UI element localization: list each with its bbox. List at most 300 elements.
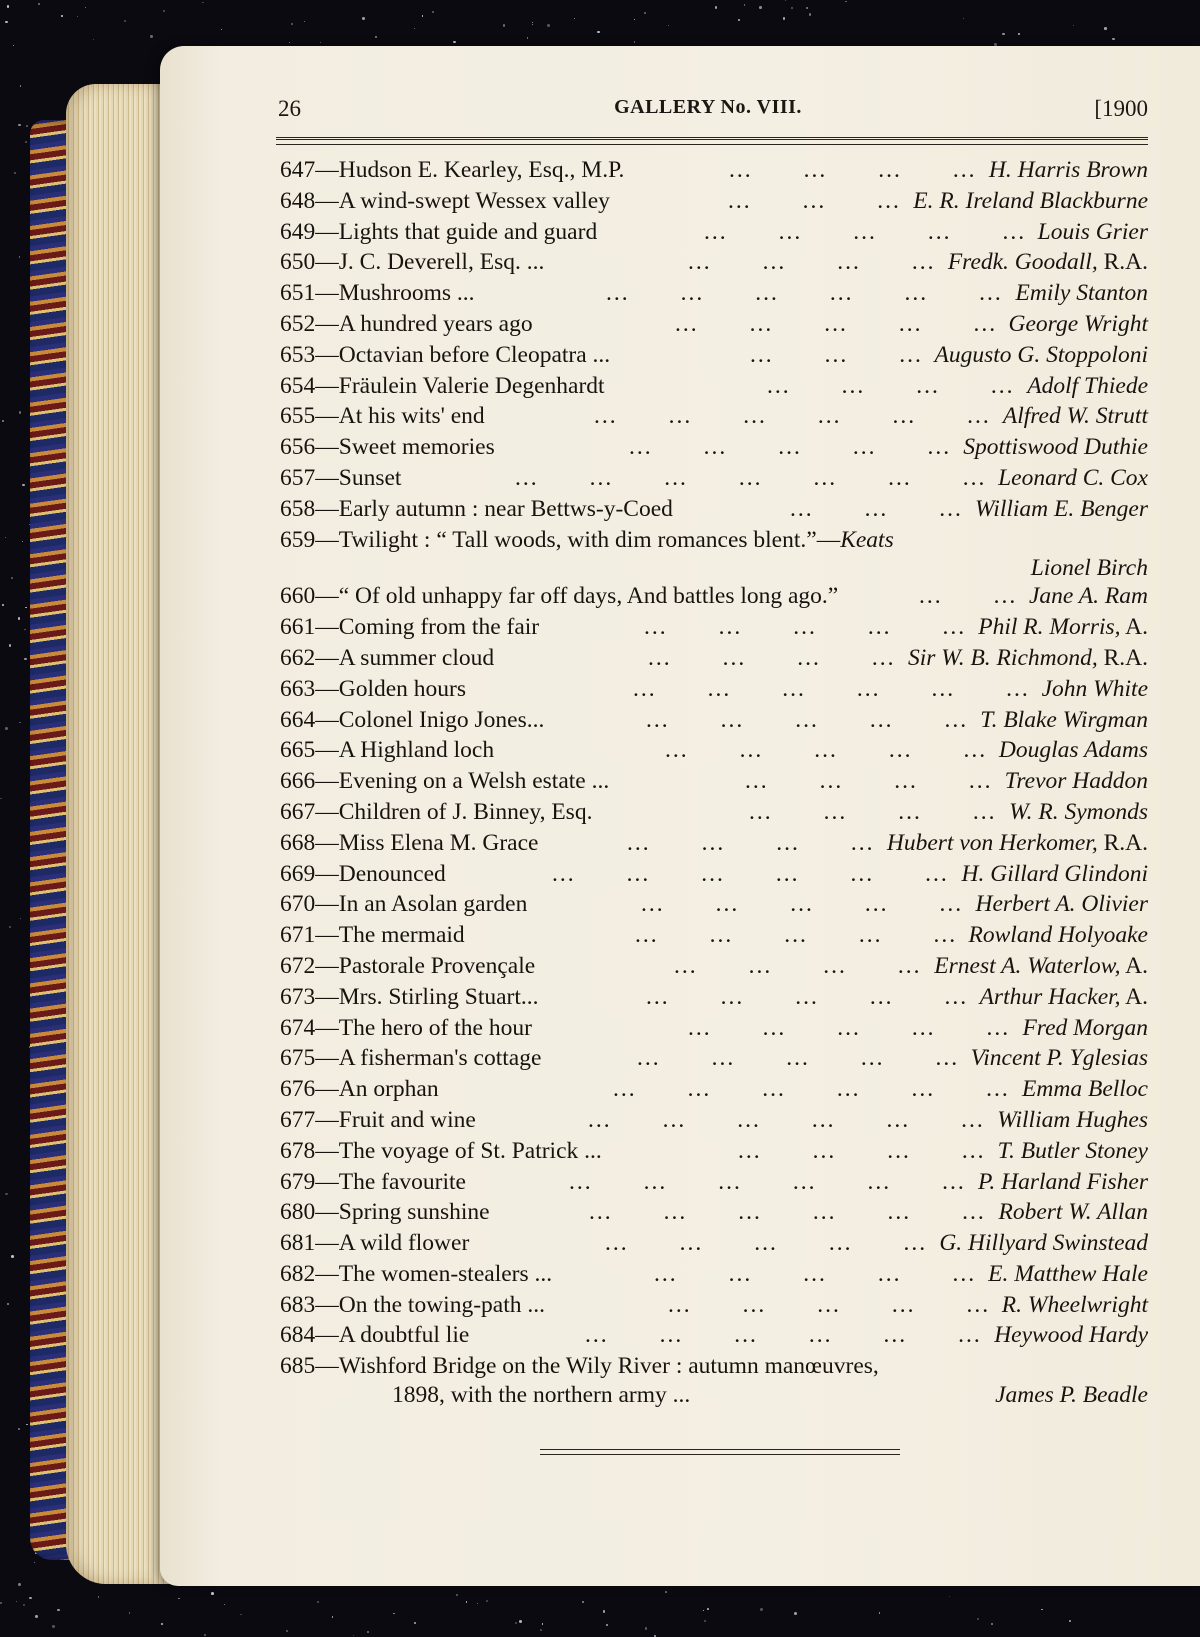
list-item: 659—Twilight : “ Tall woods, with dim romances blent.”—Keats	[280, 526, 894, 553]
leader-dots: ... ... ... ...	[648, 644, 896, 671]
star-dot	[715, 6, 717, 8]
leader-dots: ... ... ... ...	[729, 157, 977, 183]
leader-dots: ... ... ... ... ...	[646, 706, 969, 733]
entry-artist: T. Butler Stoney	[997, 1137, 1148, 1164]
entry-title: Early autumn : near Bettws-y-Coed	[338, 495, 673, 522]
star-dot	[760, 1608, 763, 1611]
star-dot	[77, 16, 78, 17]
entry-artist: Trevor Haddon	[1004, 768, 1148, 795]
entry-number: 685	[280, 1353, 316, 1380]
star-dot	[18, 1428, 20, 1430]
leader-dots: ... ... ... ...	[674, 952, 922, 979]
entry-number: 656	[280, 434, 316, 461]
entry-title: The women-stealers ...	[338, 1260, 553, 1287]
star-dot	[738, 19, 740, 21]
entry-title: Fräulein Valerie Degenhardt	[338, 372, 605, 399]
entry-title: At his wits' end	[338, 403, 485, 430]
star-dot	[949, 1596, 950, 1597]
leader-dots: ... ... ... ...	[688, 249, 936, 276]
star-dot	[456, 1594, 458, 1596]
entry-number: 652	[280, 310, 316, 337]
entry-number: 669	[280, 860, 316, 887]
list-item-continuation	[280, 1382, 1148, 1408]
entry-title: Golden hours	[338, 675, 467, 702]
leader-dots: ... ... ... ... ... ...	[552, 860, 949, 887]
star-dot	[963, 18, 964, 19]
entry-artist: H. Harris Brown	[988, 157, 1148, 183]
entry-title: A fisherman's cottage	[338, 1045, 542, 1072]
star-dot	[5, 1193, 8, 1196]
leader-dots: ... ... ...	[728, 187, 901, 214]
entry-artist-suffix: A.	[1120, 983, 1148, 1010]
entry-artist-suffix: A.	[1120, 952, 1148, 979]
entry-artist: James P. Beadle	[995, 1382, 1148, 1409]
entry-title: Mrs. Stirling Stuart...	[338, 983, 539, 1010]
star-dot	[204, 1634, 206, 1636]
star-dot	[163, 10, 165, 12]
star-dot	[24, 629, 25, 630]
quote-author: Keats	[840, 526, 894, 553]
entry-number: 659	[280, 526, 316, 553]
entry-title: “ Of old unhappy far off days, And battles long ago.”	[338, 583, 839, 610]
entry-title: Pastorale Provençale	[338, 952, 536, 979]
header-rule	[276, 137, 1148, 142]
list-item: 651—Mushrooms ... ... ... ... ... ... ... Emily Stanton	[280, 278, 1148, 309]
entry-title: The hero of the hour	[338, 1014, 532, 1041]
star-dot	[414, 28, 415, 29]
star-dot	[38, 3, 40, 5]
entry-artist-suffix: R.A.	[1097, 249, 1148, 276]
leader-dots: ... ... ... ... ... ...	[569, 1168, 966, 1195]
star-dot	[422, 15, 423, 16]
star-dot	[22, 541, 23, 542]
star-dot	[707, 1608, 709, 1610]
star-dot	[14, 172, 16, 174]
entry-number: 684	[280, 1322, 316, 1349]
leader-dots: ... ... ... ... ...	[646, 983, 969, 1010]
entry-artist: W. R. Symonds	[1009, 798, 1148, 825]
star-dot	[5, 21, 7, 23]
leader-dots: ... ... ...	[750, 341, 923, 368]
list-item: 680—Spring sunshine ... ... ... ... ... ... Robert W. Allan	[280, 1197, 1148, 1228]
entry-number: 661	[280, 614, 316, 641]
entry-number: 675	[280, 1045, 316, 1072]
entry-title: Mushrooms ...	[338, 280, 475, 307]
entry-artist: William E. Benger	[975, 495, 1148, 522]
entry-artist: Fredk. Goodall,	[947, 249, 1098, 276]
leader-dots: ... ... ... ... ...	[635, 922, 958, 949]
entry-number: 672	[280, 952, 316, 979]
entry-number: 679	[280, 1168, 316, 1195]
entry-title: The mermaid	[338, 922, 465, 949]
star-dot	[644, 12, 646, 14]
star-dot	[503, 24, 505, 26]
star-dot	[634, 19, 635, 20]
list-item: 674—The hero of the hour ... ... ... ... ... Fred Morgan	[280, 1013, 1148, 1044]
star-dot	[574, 18, 575, 19]
entry-artist: Augusto G. Stoppoloni	[934, 341, 1148, 368]
star-dot	[19, 722, 21, 724]
star-dot	[393, 1613, 394, 1614]
list-item: 648—A wind-swept Wessex valley ... ... ... E. R. Ireland Blackburne	[280, 186, 1148, 217]
leader-dots: ... ... ... ... ...	[641, 891, 964, 918]
star-dot	[1041, 1609, 1043, 1611]
entry-artist: T. Blake Wirgman	[980, 706, 1148, 733]
leader-dots: ... ... ... ... ...	[688, 1014, 1011, 1041]
entry-number: 662	[280, 644, 316, 671]
entry-artist: Leonard C. Cox	[998, 464, 1148, 491]
list-item: 660—“ Of old unhappy far off days, And battles long ago.” ... ... Jane A. Ram	[280, 581, 1148, 612]
star-dot	[317, 1601, 319, 1603]
footer-rule-thin	[540, 1454, 900, 1455]
star-dot	[304, 21, 305, 22]
list-item: 669—Denounced ... ... ... ... ... ... H. Gillard Glindoni	[280, 859, 1148, 890]
header-rule-thin	[276, 144, 1148, 145]
entry-number: 655	[280, 403, 316, 430]
star-dot	[202, 2, 203, 3]
footer-rule	[540, 1449, 900, 1450]
star-dot	[19, 411, 22, 414]
entry-number: 657	[280, 464, 316, 491]
entry-title: A summer cloud	[338, 644, 495, 671]
entry-artist: Emma Belloc	[1022, 1076, 1148, 1103]
star-dot	[221, 29, 222, 30]
star-dot	[597, 31, 600, 34]
star-dot	[25, 141, 27, 143]
entry-title: A wind-swept Wessex valley	[338, 187, 610, 214]
entry-artist-suffix: R.A.	[1097, 829, 1148, 856]
star-dot	[85, 7, 86, 8]
entry-number: 667	[280, 798, 316, 825]
star-dot	[35, 1615, 37, 1617]
leader-dots: ... ... ... ... ... ...	[588, 1106, 985, 1133]
entry-title: A doubtful lie	[338, 1322, 470, 1349]
entry-title: A Highland loch	[338, 737, 495, 764]
star-dot	[2, 604, 4, 606]
star-dot	[654, 1635, 656, 1637]
entry-number: 654	[280, 372, 316, 399]
star-dot	[24, 658, 27, 661]
entry-artist: Robert W. Allan	[998, 1199, 1148, 1226]
star-dot	[129, 1612, 131, 1614]
star-dot	[991, 1623, 993, 1625]
list-item: 679—The favourite ... ... ... ... ... ... P. Harland Fisher	[280, 1167, 1148, 1198]
entry-number: 681	[280, 1230, 316, 1257]
star-dot	[806, 7, 808, 9]
star-dot	[20, 918, 21, 919]
leader-dots: ... ... ... ... ...	[629, 434, 952, 461]
entry-title: Sweet memories	[338, 434, 495, 461]
list-item: 675—A fisherman's cottage ... ... ... ... ... Vincent P. Yglesias	[280, 1043, 1148, 1074]
star-dot	[527, 37, 529, 39]
entry-artist: Vincent P. Yglesias	[970, 1045, 1148, 1072]
star-dot	[668, 25, 669, 26]
star-dot	[603, 1610, 606, 1613]
star-dot	[320, 42, 321, 43]
list-item: 663—Golden hours ... ... ... ... ... ... John White	[280, 674, 1148, 705]
entry-artist-suffix: R.A.	[1097, 644, 1148, 671]
entry-artist: John White	[1041, 675, 1148, 702]
entry-artist: Spottiswood Duthie	[963, 434, 1148, 461]
list-item: 677—Fruit and wine ... ... ... ... ... ... William Hughes	[280, 1105, 1148, 1136]
entry-artist-suffix: A.	[1120, 614, 1148, 641]
entry-number: 647	[280, 157, 316, 183]
leader-dots: ... ... ... ... ... ...	[633, 675, 1030, 702]
entry-number: 666	[280, 768, 316, 795]
entry-number: 651	[280, 280, 316, 307]
star-dot	[5, 727, 8, 730]
star-dot	[783, 17, 786, 20]
star-dot	[93, 39, 94, 40]
entry-artist: Phil R. Morris,	[978, 614, 1121, 641]
entry-number: 678	[280, 1137, 316, 1164]
leader-dots: ... ... ... ... ...	[668, 1291, 991, 1318]
star-dot	[794, 1612, 797, 1615]
entry-artist: Hubert von Herkomer,	[886, 829, 1098, 856]
star-dot	[1069, 1620, 1071, 1622]
entry-title: Octavian before Cleopatra ...	[338, 341, 611, 368]
entry-number: 680	[280, 1199, 316, 1226]
page-header	[278, 96, 1148, 136]
entry-title: Denounced	[338, 860, 446, 887]
star-dot	[634, 41, 635, 42]
star-dot	[0, 798, 2, 800]
entry-artist: William Hughes	[997, 1106, 1148, 1133]
entry-number: 650	[280, 249, 316, 276]
entry-number: 676	[280, 1076, 316, 1103]
entry-number: 648	[280, 187, 316, 214]
entry-number: 660	[280, 583, 316, 610]
leader-dots: ... ... ... ...	[767, 372, 1015, 399]
entry-title: Colonel Inigo Jones...	[338, 706, 545, 733]
star-dot	[161, 1623, 163, 1625]
star-dot	[11, 1255, 14, 1258]
star-dot	[240, 1614, 242, 1616]
entry-number: 649	[280, 218, 316, 245]
entry-artist: Louis Grier	[1037, 218, 1148, 245]
leader-dots: ... ... ... ... ...	[637, 1045, 960, 1072]
entry-artist: G. Hillyard Swinstead	[939, 1230, 1148, 1257]
star-dot	[809, 13, 812, 16]
entry-number: 673	[280, 983, 316, 1010]
star-dot	[582, 1601, 584, 1603]
star-dot	[9, 926, 11, 928]
entry-artist: Ernest A. Waterlow,	[934, 952, 1121, 979]
entry-artist: Herbert A. Olivier	[975, 891, 1148, 918]
list-item: 664—Colonel Inigo Jones... ... ... ... ... ... T. Blake Wirgman	[280, 705, 1148, 736]
star-dot	[224, 1604, 225, 1605]
list-item: 671—The mermaid ... ... ... ... ... Rowland Holyoake	[280, 920, 1148, 951]
page-number: 26	[278, 96, 301, 121]
entry-artist: Heywood Hardy	[994, 1322, 1148, 1349]
leader-dots: ... ... ... ... ... ...	[594, 403, 991, 430]
entry-title: Hudson E. Kearley, Esq., M.P.	[338, 157, 625, 183]
entry-title: On the towing-path ...	[338, 1291, 545, 1318]
star-dot	[515, 1622, 518, 1625]
leader-dots: ... ...	[919, 583, 1018, 610]
leader-dots: ... ... ... ...	[745, 768, 993, 795]
entry-artist: Arthur Hacker,	[979, 983, 1121, 1010]
star-dot	[29, 1597, 31, 1599]
entry-title: Fruit and wine	[338, 1106, 476, 1133]
entry-artist: R. Wheelwright	[1001, 1291, 1148, 1318]
star-dot	[124, 20, 127, 23]
leader-dots: ... ... ... ... ...	[654, 1260, 977, 1287]
star-dot	[11, 577, 13, 579]
star-dot	[9, 644, 11, 646]
entry-number: 682	[280, 1260, 316, 1287]
list-item: 662—A summer cloud ... ... ... ... Sir W. B. Richmond, R.A.	[280, 643, 1148, 674]
entry-artist: P. Harland Fisher	[978, 1168, 1148, 1195]
entry-number: 674	[280, 1014, 316, 1041]
star-dot	[1104, 27, 1107, 30]
star-dot	[791, 7, 793, 9]
list-item: 656—Sweet memories ... ... ... ... ... Spottiswood Duthie	[280, 432, 1148, 463]
star-dot	[1073, 25, 1074, 26]
list-item: 661—Coming from the fair ... ... ... ... ... Phil R. Morris, A.	[280, 612, 1148, 643]
catalogue-list	[280, 155, 1148, 1408]
entry-title: Coming from the fair	[338, 614, 540, 641]
list-item: 647—Hudson E. Kearley, Esq., M.P. ... ... ... ... H. Harris Brown	[280, 155, 1148, 186]
star-dot	[977, 1618, 979, 1620]
leader-dots: ... ... ...	[790, 495, 963, 522]
list-item: 678—The voyage of St. Patrick ... ... ... ... ... T. Butler Stoney	[280, 1136, 1148, 1167]
list-item: 681—A wild flower ... ... ... ... ... G. Hillyard Swinstead	[280, 1228, 1148, 1259]
star-dot	[362, 17, 365, 20]
leader-dots: ... ... ... ... ... ...	[606, 280, 1003, 307]
list-item: 684—A doubtful lie ... ... ... ... ... ... Heywood Hardy	[280, 1320, 1148, 1351]
star-dot	[23, 1604, 25, 1606]
star-dot	[2, 420, 4, 422]
star-dot	[532, 24, 533, 25]
entry-number: 663	[280, 675, 316, 702]
entry-number: 677	[280, 1106, 316, 1133]
leader-dots: ... ... ... ... ...	[675, 310, 998, 337]
star-dot	[98, 1596, 99, 1597]
star-dot	[332, 1616, 333, 1617]
star-dot	[25, 607, 27, 609]
entry-title: Evening on a Welsh estate ...	[338, 768, 610, 795]
leader-dots: ... ... ... ... ... ...	[585, 1322, 982, 1349]
leader-dots: ... ... ... ... ...	[644, 614, 967, 641]
star-dot	[353, 1635, 354, 1636]
star-dot	[291, 23, 293, 25]
star-dot	[150, 35, 153, 38]
star-dot	[466, 1601, 468, 1603]
entry-artist: E. Matthew Hale	[988, 1260, 1148, 1287]
entry-title: Children of J. Binney, Esq.	[338, 798, 593, 825]
star-dot	[52, 1625, 55, 1628]
star-dot	[1018, 33, 1020, 35]
entry-artist: E. R. Ireland Blackburne	[913, 187, 1148, 214]
list-item: 654—Fräulein Valerie Degenhardt ... ... ... ... Adolf Thiede	[280, 371, 1148, 402]
star-dot	[178, 1598, 180, 1600]
leader-dots: ... ... ... ... ... ...	[613, 1076, 1010, 1103]
entry-title: Lights that guide and guard	[338, 218, 598, 245]
star-dot	[289, 42, 290, 43]
list-item: 665—A Highland loch ... ... ... ... ... Douglas Adams	[280, 735, 1148, 766]
entry-artist: Jane A. Ram	[1029, 583, 1148, 610]
list-item: 658—Early autumn : near Bettws-y-Coed ... ... ... William E. Benger	[280, 494, 1148, 525]
star-dot	[665, 1591, 667, 1593]
gallery-title: GALLERY No. VIII.	[614, 96, 802, 118]
list-item: 666—Evening on a Welsh estate ... ... ... ... ... Trevor Haddon	[280, 766, 1148, 797]
list-item: 667—Children of J. Binney, Esq. ... ... ... ... W. R. Symonds	[280, 797, 1148, 828]
leader-dots: ... ... ... ...	[749, 798, 997, 825]
entry-number: 664	[280, 706, 316, 733]
star-dot	[845, 1, 846, 2]
star-dot	[211, 1592, 214, 1595]
star-dot	[5, 537, 6, 538]
entry-number: 653	[280, 341, 316, 368]
entry-artist: Emily Stanton	[1015, 280, 1148, 307]
star-dot	[547, 24, 550, 27]
leader-dots: ... ... ... ... ... ... ...	[515, 464, 987, 491]
star-dot	[19, 256, 21, 258]
star-dot	[785, 0, 786, 1]
star-dot	[34, 1562, 36, 1564]
star-dot	[519, 1620, 522, 1623]
star-dot	[1002, 33, 1004, 35]
entry-title: The favourite	[338, 1168, 466, 1195]
entry-artist: H. Gillard Glindoni	[961, 860, 1148, 887]
entry-number: 668	[280, 829, 316, 856]
star-dot	[414, 1622, 416, 1624]
star-dot	[0, 1602, 2, 1604]
list-item: 649—Lights that guide and guard ... ... ... ... ... Louis Grier	[280, 217, 1148, 248]
star-dot	[367, 1631, 369, 1633]
list-item: 676—An orphan ... ... ... ... ... ... Emma Belloc	[280, 1074, 1148, 1105]
year: [1900	[1094, 96, 1148, 121]
leader-dots: ... ... ... ...	[627, 829, 875, 856]
entry-title: Sunset	[338, 464, 402, 491]
star-dot	[606, 1624, 608, 1626]
star-dot	[57, 1609, 59, 1611]
entry-title: Spring sunshine	[338, 1199, 490, 1226]
entry-title: A hundred years ago	[338, 310, 533, 337]
list-item: 655—At his wits' end ... ... ... ... ... ... Alfred W. Strutt	[280, 401, 1148, 432]
star-dot	[542, 1623, 544, 1625]
star-dot	[13, 45, 14, 46]
list-item: 657—Sunset ... ... ... ... ... ... ... Leonard C. Cox	[280, 463, 1148, 494]
entry-number: 658	[280, 495, 316, 522]
entry-number: 683	[280, 1291, 316, 1318]
star-dot	[26, 1424, 27, 1425]
list-item: 652—A hundred years ago ... ... ... ... ... George Wright	[280, 309, 1148, 340]
star-dot	[477, 1603, 478, 1604]
entry-number: 665	[280, 737, 316, 764]
star-dot	[540, 1629, 542, 1631]
star-dot	[26, 125, 28, 127]
entry-number: 671	[280, 922, 316, 949]
list-item: 683—On the towing-path ... ... ... ... ... ... R. Wheelwright	[280, 1290, 1148, 1321]
star-dot	[1112, 38, 1114, 40]
star-dot	[453, 41, 456, 44]
leader-dots: ... ... ... ... ...	[605, 1230, 928, 1257]
entry-title: Wishford Bridge on the Wily River : autumn manœuvres,	[338, 1353, 879, 1380]
leader-dots: ... ... ... ... ... ...	[589, 1199, 986, 1226]
star-dot	[18, 617, 20, 619]
entry-number: 670	[280, 891, 316, 918]
entry-title: Twilight : “ Tall woods, with dim romances blent.”—	[338, 526, 841, 553]
star-dot	[18, 1583, 21, 1586]
star-dot	[18, 124, 21, 127]
entry-title: J. C. Deverell, Esq. ...	[338, 249, 545, 276]
star-dot	[744, 4, 745, 5]
entry-title: A wild flower	[338, 1230, 470, 1257]
star-dot	[375, 36, 377, 38]
entry-artist: George Wright	[1008, 310, 1148, 337]
